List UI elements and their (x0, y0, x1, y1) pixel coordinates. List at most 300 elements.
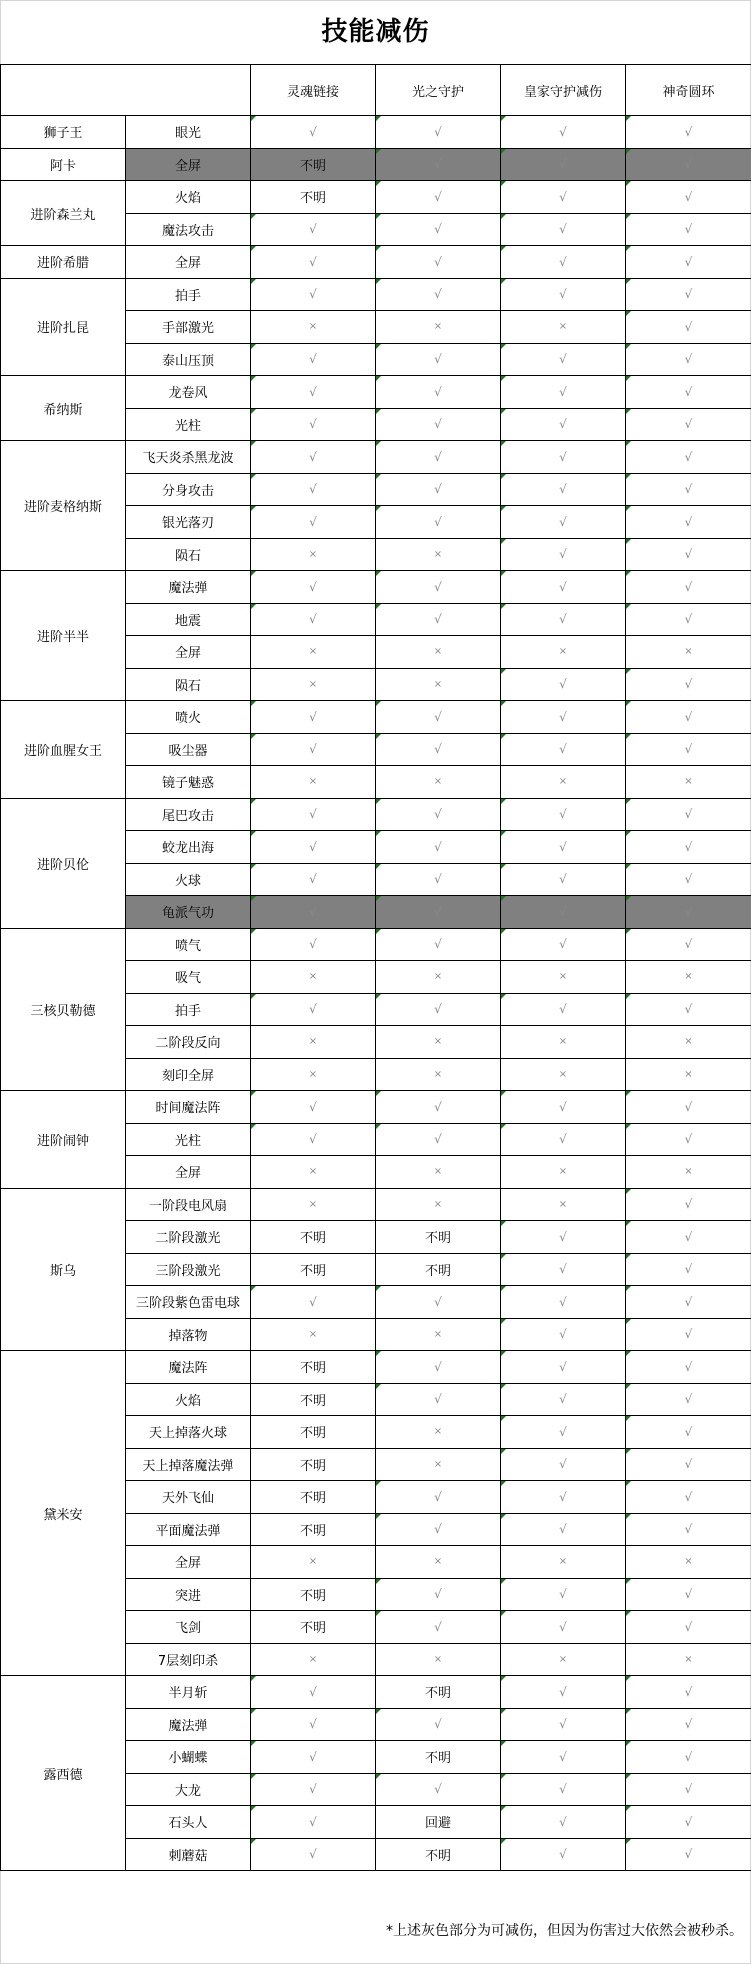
skill-name-cell: 魔法弹 (126, 1708, 251, 1741)
value-cell: × (376, 1416, 501, 1449)
value-cell: √ (626, 213, 751, 246)
skill-name-cell: 半月斩 (126, 1676, 251, 1709)
value-cell: √ (251, 1806, 376, 1839)
value-cell: × (501, 1546, 626, 1579)
value-cell: × (376, 538, 501, 571)
skill-damage-reduction-table (0, 64, 751, 1871)
table-row (1, 701, 751, 734)
value-cell: √ (251, 506, 376, 539)
value-cell: × (251, 1026, 376, 1059)
skill-name-cell: 魔法攻击 (126, 213, 251, 246)
value-cell: √ (376, 896, 501, 929)
value-cell: × (251, 636, 376, 669)
value-cell: 回避 (376, 1806, 501, 1839)
skill-name-cell: 三阶段紫色雷电球 (126, 1286, 251, 1319)
value-cell: √ (626, 1708, 751, 1741)
table-row (1, 798, 751, 831)
skill-name-cell: 时间魔法阵 (126, 1091, 251, 1124)
skill-name-cell: 天上掉落火球 (126, 1416, 251, 1449)
value-cell: √ (626, 181, 751, 214)
value-cell: √ (501, 1221, 626, 1254)
value-cell: √ (251, 993, 376, 1026)
value-cell: √ (501, 408, 626, 441)
value-cell: 不明 (251, 1513, 376, 1546)
value-cell: √ (251, 246, 376, 279)
value-cell: √ (251, 1091, 376, 1124)
skill-name-cell: 小蝴蝶 (126, 1741, 251, 1774)
table-row (1, 181, 751, 214)
value-cell: 不明 (376, 1676, 501, 1709)
value-cell: × (501, 1643, 626, 1676)
value-cell: × (626, 961, 751, 994)
skill-name-cell: 飞天炎杀黑龙波 (126, 441, 251, 474)
table-row (1, 1351, 751, 1384)
value-cell: √ (626, 1123, 751, 1156)
skill-name-cell: 吸尘器 (126, 733, 251, 766)
value-cell: √ (626, 1611, 751, 1644)
value-cell: × (376, 1318, 501, 1351)
value-cell: 不明 (376, 1253, 501, 1286)
value-cell: 不明 (251, 1578, 376, 1611)
skill-name-cell: 银光落刃 (126, 506, 251, 539)
skill-name-cell: 二阶段激光 (126, 1221, 251, 1254)
value-cell: √ (501, 733, 626, 766)
value-cell: √ (626, 993, 751, 1026)
value-cell: √ (626, 733, 751, 766)
value-cell: × (251, 538, 376, 571)
value-cell: √ (376, 1123, 501, 1156)
value-cell: √ (626, 603, 751, 636)
table-row (1, 571, 751, 604)
table-row (1, 441, 751, 474)
skill-name-cell: 全屏 (126, 1546, 251, 1579)
value-cell: √ (501, 831, 626, 864)
skill-name-cell: 吸气 (126, 961, 251, 994)
skill-name-cell: 魔法弹 (126, 571, 251, 604)
value-cell: × (251, 1188, 376, 1221)
column-header: 灵魂链接 (251, 65, 376, 116)
skill-name-cell: 全屏 (126, 1156, 251, 1189)
boss-name-cell: 进阶贝伦 (1, 798, 126, 928)
value-cell: √ (251, 116, 376, 149)
value-cell: √ (251, 571, 376, 604)
value-cell: √ (376, 701, 501, 734)
value-cell: √ (501, 1253, 626, 1286)
boss-name-cell: 三核贝勒德 (1, 928, 126, 1091)
value-cell: √ (501, 1383, 626, 1416)
table-row (1, 116, 751, 149)
value-cell: 不明 (376, 1221, 501, 1254)
table-row (1, 1188, 751, 1221)
value-cell: √ (251, 343, 376, 376)
value-cell: √ (501, 1286, 626, 1319)
value-cell: √ (626, 1091, 751, 1124)
value-cell: × (376, 961, 501, 994)
value-cell: √ (501, 181, 626, 214)
value-cell: √ (626, 148, 751, 181)
value-cell: √ (376, 1481, 501, 1514)
skill-name-cell: 尾巴攻击 (126, 798, 251, 831)
value-cell: √ (626, 1578, 751, 1611)
value-cell: × (626, 766, 751, 799)
value-cell: √ (501, 506, 626, 539)
value-cell: × (251, 668, 376, 701)
value-cell: × (376, 1156, 501, 1189)
value-cell: √ (626, 506, 751, 539)
skill-name-cell: 刻印全屏 (126, 1058, 251, 1091)
skill-name-cell: 天上掉落魔法弹 (126, 1448, 251, 1481)
value-cell: × (376, 311, 501, 344)
table-row (1, 148, 751, 181)
boss-name-cell: 露西德 (1, 1676, 126, 1871)
value-cell: √ (501, 1708, 626, 1741)
value-cell: √ (501, 1416, 626, 1449)
value-cell: √ (626, 1188, 751, 1221)
value-cell: × (251, 1546, 376, 1579)
value-cell: √ (501, 1351, 626, 1384)
value-cell: × (376, 766, 501, 799)
value-cell: √ (501, 1123, 626, 1156)
value-cell: √ (626, 278, 751, 311)
value-cell: √ (251, 473, 376, 506)
skill-name-cell: 全屏 (126, 636, 251, 669)
skill-name-cell: 突进 (126, 1578, 251, 1611)
value-cell: √ (376, 831, 501, 864)
value-cell: √ (501, 928, 626, 961)
value-cell: √ (626, 831, 751, 864)
value-cell: √ (626, 1513, 751, 1546)
value-cell: √ (251, 896, 376, 929)
value-cell: √ (251, 408, 376, 441)
value-cell: √ (376, 116, 501, 149)
value-cell: √ (501, 571, 626, 604)
value-cell: √ (376, 473, 501, 506)
skill-name-cell: 大龙 (126, 1773, 251, 1806)
skill-name-cell: 平面魔法弹 (126, 1513, 251, 1546)
skill-name-cell: 火焰 (126, 1383, 251, 1416)
value-cell: √ (626, 1286, 751, 1319)
value-cell: √ (626, 441, 751, 474)
value-cell: √ (626, 571, 751, 604)
value-cell: √ (376, 1513, 501, 1546)
value-cell: √ (501, 376, 626, 409)
skill-name-cell: 手部激光 (126, 311, 251, 344)
value-cell: √ (501, 148, 626, 181)
value-cell: × (501, 311, 626, 344)
value-cell: 不明 (376, 1838, 501, 1871)
boss-name-cell: 希纳斯 (1, 376, 126, 441)
value-cell: √ (626, 928, 751, 961)
value-cell: √ (376, 506, 501, 539)
skill-name-cell: 蛟龙出海 (126, 831, 251, 864)
boss-name-cell: 狮子王 (1, 116, 126, 149)
value-cell: √ (626, 473, 751, 506)
skill-name-cell: 全屏 (126, 148, 251, 181)
value-cell: √ (626, 1383, 751, 1416)
value-cell: √ (376, 733, 501, 766)
header-corner (1, 65, 251, 116)
value-cell: √ (251, 1741, 376, 1774)
value-cell: √ (626, 246, 751, 279)
value-cell: √ (501, 343, 626, 376)
header-row (1, 65, 751, 116)
footnote: *上述灰色部分为可减伤，但因为伤害过大依然会被秒杀。 (386, 1923, 743, 1939)
value-cell: × (626, 636, 751, 669)
table-row (1, 278, 751, 311)
value-cell: √ (501, 213, 626, 246)
value-cell: × (251, 1643, 376, 1676)
value-cell: × (501, 1156, 626, 1189)
value-cell: √ (501, 246, 626, 279)
table-row (1, 928, 751, 961)
boss-name-cell: 进阶扎昆 (1, 278, 126, 376)
skill-name-cell: 拍手 (126, 278, 251, 311)
skill-name-cell: 天外飞仙 (126, 1481, 251, 1514)
value-cell: × (626, 1156, 751, 1189)
value-cell: √ (626, 896, 751, 929)
skill-name-cell: 火焰 (126, 181, 251, 214)
value-cell: × (626, 1643, 751, 1676)
value-cell: √ (626, 116, 751, 149)
value-cell: 不明 (251, 148, 376, 181)
value-cell: √ (376, 1773, 501, 1806)
value-cell: √ (376, 213, 501, 246)
value-cell: √ (501, 1611, 626, 1644)
boss-name-cell: 斯乌 (1, 1188, 126, 1351)
skill-name-cell: 飞剑 (126, 1611, 251, 1644)
value-cell: × (376, 1546, 501, 1579)
value-cell: √ (626, 1448, 751, 1481)
value-cell: √ (501, 993, 626, 1026)
value-cell: √ (251, 376, 376, 409)
boss-name-cell: 进阶希腊 (1, 246, 126, 279)
value-cell: × (501, 961, 626, 994)
skill-name-cell: 一阶段电风扇 (126, 1188, 251, 1221)
value-cell: × (376, 636, 501, 669)
value-cell: 不明 (251, 1221, 376, 1254)
value-cell: √ (626, 1416, 751, 1449)
value-cell: √ (376, 1091, 501, 1124)
skill-name-cell: 陨石 (126, 668, 251, 701)
value-cell: × (626, 1058, 751, 1091)
value-cell: √ (501, 1773, 626, 1806)
value-cell: √ (251, 278, 376, 311)
skill-name-cell: 魔法阵 (126, 1351, 251, 1384)
value-cell: √ (251, 603, 376, 636)
value-cell: × (376, 1643, 501, 1676)
page-title: 技能减伤 (321, 17, 430, 47)
value-cell: √ (251, 1838, 376, 1871)
value-cell: √ (376, 1383, 501, 1416)
value-cell: √ (376, 863, 501, 896)
skill-name-cell: 石头人 (126, 1806, 251, 1839)
skill-name-cell: 分身攻击 (126, 473, 251, 506)
skill-name-cell: 镜子魅惑 (126, 766, 251, 799)
value-cell: √ (501, 1838, 626, 1871)
value-cell: √ (376, 343, 501, 376)
value-cell: √ (501, 1513, 626, 1546)
value-cell: × (626, 1026, 751, 1059)
value-cell: √ (626, 1318, 751, 1351)
value-cell: √ (376, 278, 501, 311)
boss-name-cell: 进阶闹钟 (1, 1091, 126, 1189)
skill-name-cell: 眼光 (126, 116, 251, 149)
value-cell: × (251, 1058, 376, 1091)
boss-name-cell: 进阶血腥女王 (1, 701, 126, 799)
value-cell: × (251, 1318, 376, 1351)
value-cell: √ (376, 408, 501, 441)
value-cell: √ (376, 181, 501, 214)
boss-name-cell: 进阶半半 (1, 571, 126, 701)
column-header: 光之守护 (376, 65, 501, 116)
value-cell: √ (376, 571, 501, 604)
value-cell: √ (501, 1578, 626, 1611)
skill-name-cell: 喷气 (126, 928, 251, 961)
value-cell: × (376, 668, 501, 701)
value-cell: √ (376, 993, 501, 1026)
value-cell: √ (501, 538, 626, 571)
value-cell: √ (251, 928, 376, 961)
value-cell: √ (251, 831, 376, 864)
value-cell: √ (251, 441, 376, 474)
value-cell: √ (626, 1741, 751, 1774)
value-cell: √ (501, 798, 626, 831)
value-cell: × (501, 766, 626, 799)
value-cell: × (376, 1026, 501, 1059)
value-cell: 不明 (251, 181, 376, 214)
value-cell: √ (501, 116, 626, 149)
skill-name-cell: 光柱 (126, 1123, 251, 1156)
value-cell: √ (626, 408, 751, 441)
value-cell: √ (376, 441, 501, 474)
value-cell: √ (626, 1676, 751, 1709)
value-cell: √ (501, 1481, 626, 1514)
boss-name-cell: 阿卡 (1, 148, 126, 181)
value-cell: √ (501, 1091, 626, 1124)
value-cell: √ (626, 538, 751, 571)
value-cell: √ (376, 798, 501, 831)
value-cell: × (251, 311, 376, 344)
value-cell: √ (626, 1806, 751, 1839)
value-cell: √ (626, 1773, 751, 1806)
value-cell: √ (376, 1578, 501, 1611)
value-cell: √ (251, 733, 376, 766)
table-row (1, 1676, 751, 1709)
value-cell: √ (501, 701, 626, 734)
table-body (1, 116, 751, 1871)
boss-name-cell: 进阶森兰丸 (1, 181, 126, 246)
skill-name-cell: 陨石 (126, 538, 251, 571)
value-cell: √ (251, 1676, 376, 1709)
value-cell: 不明 (251, 1448, 376, 1481)
value-cell: × (501, 1058, 626, 1091)
value-cell: × (501, 1026, 626, 1059)
value-cell: √ (251, 1708, 376, 1741)
value-cell: √ (251, 1773, 376, 1806)
value-cell: √ (626, 798, 751, 831)
value-cell: √ (251, 863, 376, 896)
value-cell: × (376, 1188, 501, 1221)
value-cell: √ (376, 603, 501, 636)
column-header: 皇家守护减伤 (501, 65, 626, 116)
table-row (1, 1091, 751, 1124)
value-cell: √ (626, 863, 751, 896)
value-cell: 不明 (251, 1481, 376, 1514)
value-cell: √ (626, 1351, 751, 1384)
value-cell: √ (376, 148, 501, 181)
skill-name-cell: 掉落物 (126, 1318, 251, 1351)
skill-name-cell: 刺蘑菇 (126, 1838, 251, 1871)
value-cell: √ (501, 1741, 626, 1774)
value-cell: √ (501, 441, 626, 474)
value-cell: × (501, 636, 626, 669)
skill-name-cell: 火球 (126, 863, 251, 896)
value-cell: √ (501, 1806, 626, 1839)
skill-name-cell: 三阶段激光 (126, 1253, 251, 1286)
value-cell: × (626, 1546, 751, 1579)
value-cell: √ (501, 1318, 626, 1351)
value-cell: √ (251, 213, 376, 246)
column-header: 神奇圆环 (626, 65, 751, 116)
value-cell: × (251, 961, 376, 994)
value-cell: √ (376, 1708, 501, 1741)
value-cell: √ (376, 928, 501, 961)
value-cell: × (376, 1058, 501, 1091)
value-cell: 不明 (251, 1351, 376, 1384)
value-cell: √ (626, 343, 751, 376)
skill-name-cell: 龟派气功 (126, 896, 251, 929)
value-cell: √ (376, 1286, 501, 1319)
value-cell: √ (626, 701, 751, 734)
value-cell: × (251, 1156, 376, 1189)
skill-name-cell: 7层刻印杀 (126, 1643, 251, 1676)
skill-name-cell: 地震 (126, 603, 251, 636)
value-cell: √ (626, 1481, 751, 1514)
value-cell: √ (501, 1676, 626, 1709)
value-cell: 不明 (251, 1383, 376, 1416)
boss-name-cell: 黛米安 (1, 1351, 126, 1676)
boss-name-cell: 进阶麦格纳斯 (1, 441, 126, 571)
table-row (1, 376, 751, 409)
value-cell: √ (376, 1351, 501, 1384)
value-cell: √ (251, 798, 376, 831)
value-cell: √ (501, 863, 626, 896)
value-cell: √ (251, 701, 376, 734)
skill-name-cell: 拍手 (126, 993, 251, 1026)
value-cell: 不明 (251, 1253, 376, 1286)
value-cell: √ (626, 1221, 751, 1254)
value-cell: 不明 (251, 1611, 376, 1644)
table-row (1, 246, 751, 279)
value-cell: × (251, 766, 376, 799)
value-cell: √ (626, 668, 751, 701)
value-cell: × (501, 1188, 626, 1221)
value-cell: √ (251, 1123, 376, 1156)
value-cell: √ (376, 376, 501, 409)
value-cell: 不明 (251, 1416, 376, 1449)
value-cell: √ (501, 473, 626, 506)
value-cell: √ (501, 1448, 626, 1481)
skill-name-cell: 全屏 (126, 246, 251, 279)
value-cell: √ (501, 668, 626, 701)
value-cell: √ (626, 311, 751, 344)
value-cell: √ (251, 1286, 376, 1319)
value-cell: 不明 (376, 1741, 501, 1774)
skill-name-cell: 喷火 (126, 701, 251, 734)
skill-name-cell: 光柱 (126, 408, 251, 441)
value-cell: √ (626, 1253, 751, 1286)
value-cell: √ (501, 603, 626, 636)
